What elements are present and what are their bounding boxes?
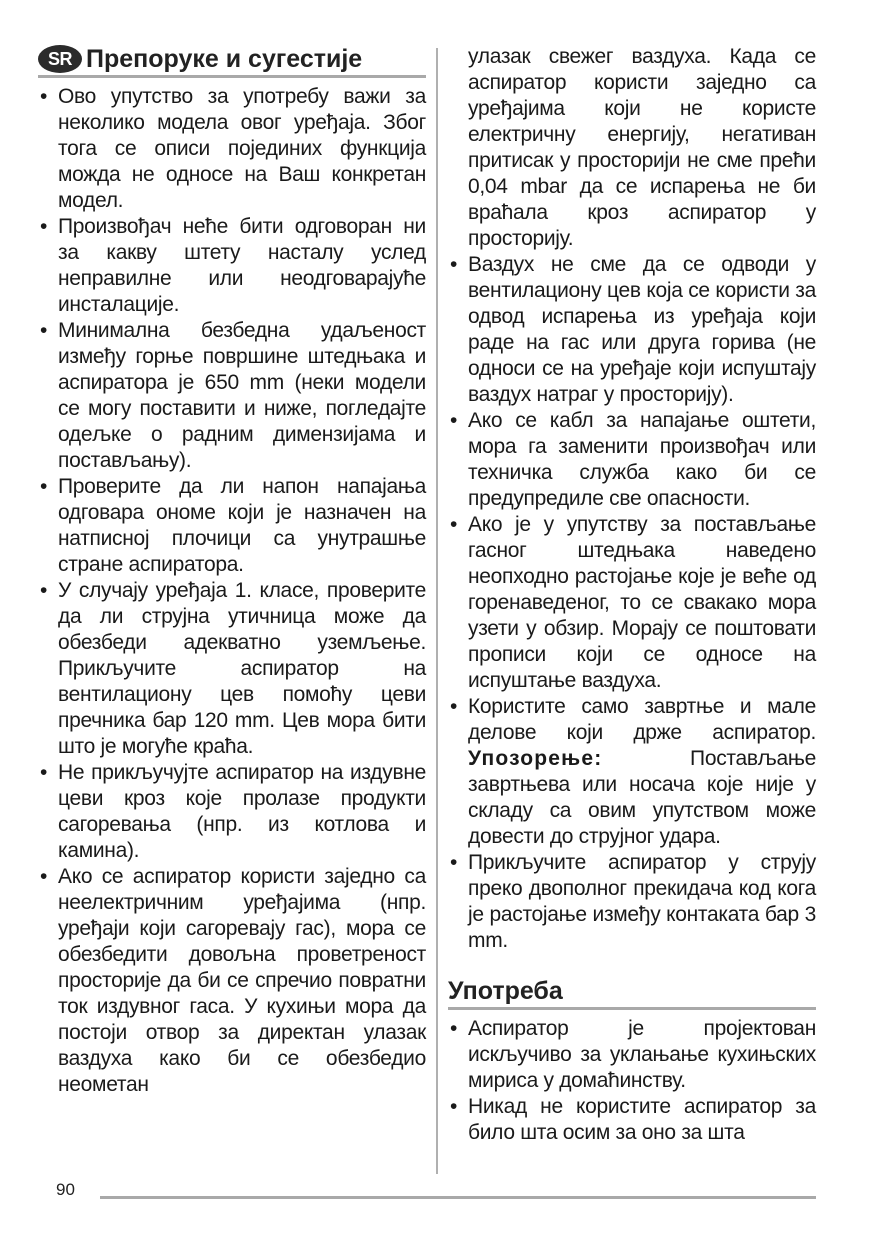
section-heading-recommendations xyxy=(38,44,426,78)
list-item: • Ваздух не сме да се одводи у вентилациону цев која се користи за одвод испарења из уређаја који раде на гас или друга горива (не односи се на уређаје који испуштају ваздух натраг у просторију). xyxy=(448,252,816,408)
list-item-continuation: улазак свежег ваздуха. Када се аспиратор користи заједно са уређајима који не користе електричну енергију, негативан притисак у просторији не сме прећи 0,04 mbar да се испарења не би враћала кроз аспиратор у просторију. xyxy=(468,45,816,250)
right-column xyxy=(448,44,816,1146)
usage-list xyxy=(448,1016,816,1146)
column-divider xyxy=(436,48,438,1174)
list-item: • Ако се кабл за напајање оштети, мора га заменити произвођач или техничка служба како би се предупредиле све опасности. xyxy=(448,408,816,512)
warning-text: Постављање завртњева или носача које није у складу са овим упутством може довести до струјног удара. xyxy=(468,747,816,848)
recommendations-list-continued xyxy=(448,44,816,954)
list-item: • Проверите да ли напон напајања одговара ономе који је назначен на натписној плочици са унутрашње стране аспиратора. xyxy=(38,474,426,578)
recommendations-list xyxy=(38,84,426,1098)
list-item: • Аспиратор је пројектован искључиво за уклањање кухињских мириса у домаћинству. xyxy=(448,1016,816,1094)
section-title: Препоруке и сугестије xyxy=(86,45,363,73)
screws-text: Користите само завртње и мале делове који држе аспиратор. xyxy=(468,695,816,744)
language-badge: SR xyxy=(38,45,82,73)
section-heading-usage xyxy=(448,976,816,1010)
list-item: • У случају уређаја 1. класе, проверите да ли струјна утичница може да обезбеди адекватно уземљење. Прикључите аспиратор на вентилациону цев помоћу цеви пречника бар 120 mm. Цев мора бити што је могуће краћа. xyxy=(38,578,426,760)
section-title: Употреба xyxy=(448,977,563,1005)
list-item: • Не прикључујте аспиратор на издувне цеви кроз које пролазе продукти сагоревања (нпр. из котлова и камина). xyxy=(38,760,426,864)
list-item: • Минимална безбедна удаљеност између горње површине штедњака и аспиратора је 650 mm (неки модели се могу поставити и ниже, погледајте одељке о радним димензијама и постављању). xyxy=(38,318,426,474)
list-item: • Никад не користите аспиратор за било шта осим за оно за шта xyxy=(448,1094,816,1146)
list-item: • Прикључите аспиратор у струју преко двополног прекидача код кога је растојање између контаката бар 3 mm. xyxy=(448,850,816,954)
list-item: • Ово упутство за употребу важи за неколико модела овог уређаја. Због тога се описи појединих функција можда не односе на Ваш конкретан модел. xyxy=(38,84,426,214)
list-item: • Ако се аспиратор користи заједно са неелектричним уређајима (нпр. уређаји који сагоревају гас), мора се обезбедити довољна проветреност просторије да би се спречио повратни ток издувног гаса. У кухињи мора да постоји отвор за директан улазак ваздуха како би се обезбедио неометан xyxy=(38,864,426,1098)
footer-rule xyxy=(100,1196,816,1199)
list-item: • Произвођач неће бити одговоран ни за какву штету насталу услед неправилне или неодговарајуће инсталације. xyxy=(38,214,426,318)
page-number: 90 xyxy=(56,1180,75,1199)
warning-label: Упозорење: xyxy=(468,747,603,770)
list-item xyxy=(448,694,816,850)
left-column xyxy=(38,44,426,1098)
list-item: • Ако је у упутству за постављање гасног штедњака наведено неопходно растојање које је веће од горенаведеног, то се свакако мора узети у обзир. Морају се поштовати прописи који се односе на испуштање ваздуха. xyxy=(448,512,816,694)
